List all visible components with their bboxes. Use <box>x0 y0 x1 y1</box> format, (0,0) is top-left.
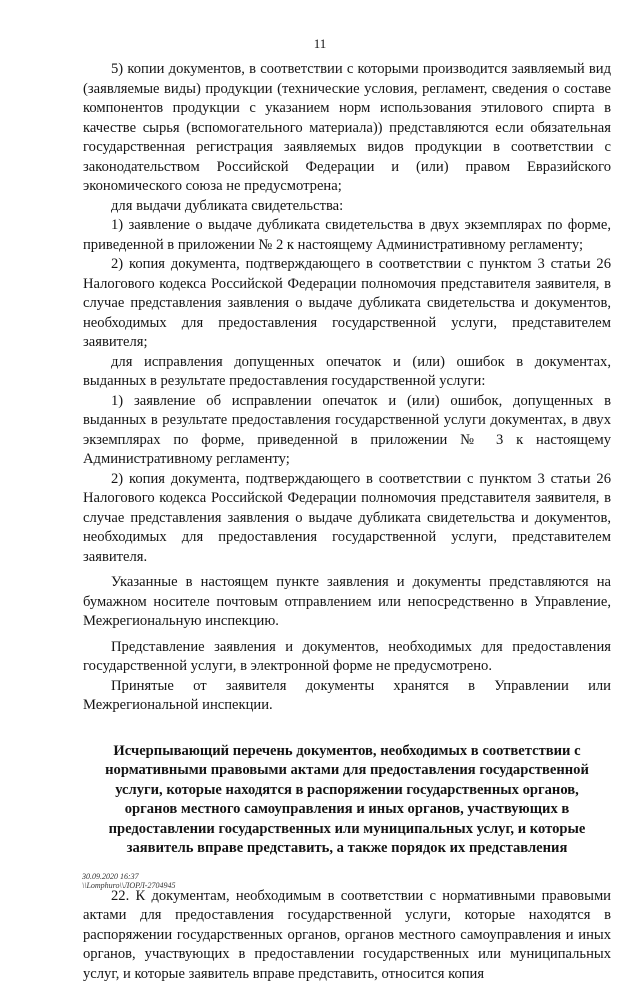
paragraph-item-5: 5) копии документов, в соответствии с которыми производится заявляемый вид (заявляемые виды) продукции (технические условия, регламент, сведения о составе компонентов продукции с указанием норм использования этилового спирта в качестве сырья (вспомогательного материала)) представляются если обязательная государственная регистрация заявляемых видов продукции в соответствии с законодательством Российской Федерации и (или) правом Евразийского экономического союза не предусмотрена; <box>83 60 611 197</box>
paragraph-correction-intro: для исправления допущенных опечаток и (или) ошибок в документах, выданных в результате предоставления государственной услуги: <box>83 353 611 392</box>
paragraph-correction-1: 1) заявление об исправлении опечаток и (или) ошибок, допущенных в выданных в результате предоставления государственной услуги документах, в двух экземплярах по форме, приведенной в приложении № 3 к настоящему Административному регламенту; <box>83 392 611 470</box>
paragraph-electronic: Представление заявления и документов, необходимых для предоставления государственной услуги, в электронной форме не предусмотрено. <box>83 638 611 677</box>
document-body <box>83 60 611 984</box>
paragraph-duplicate-1: 1) заявление о выдаче дубликата свидетельства в двух экземплярах по форме, приведенной в приложении № 2 к настоящему Административному регламенту; <box>83 216 611 255</box>
page-number: 11 <box>0 36 640 52</box>
paragraph-duplicate-2: 2) копия документа, подтверждающего в соответствии с пунктом 3 статьи 26 Налогового кодекса Российской Федерации полномочия представителя заявителя, в случае представления заявления о выдаче дубликата свидетельства и документов, необходимых для предоставления государственной услуги, представителем заявителя; <box>83 255 611 353</box>
footer-date: 30.09.2020 16:37 <box>82 872 175 881</box>
footer-code: \\Lomphuro\\ЛОРЛ-2704945 <box>82 881 175 890</box>
paragraph-submission: Указанные в настоящем пункте заявления и документы представляются на бумажном носителе почтовым отправлением или непосредственно в Управление, Межрегиональную инспекцию. <box>83 573 611 632</box>
paragraph-storage: Принятые от заявителя документы хранятся в Управлении или Межрегиональной инспекции. <box>83 677 611 716</box>
document-footer <box>82 872 175 890</box>
paragraph-22: 22. К документам, необходимым в соответствии с нормативными правовыми актами для предоставления государственной услуги, которые находятся в распоряжении государственных органов, органов местного самоуправления и иных органов, участвующих в предоставлении государственных или муниципальных услуг, и которые заявитель вправе представить, относится копия <box>83 887 611 984</box>
section-heading: Исчерпывающий перечень документов, необходимых в соответствии с нормативными правовыми актами для предоставления государственной услуги, которые находятся в распоряжении государственных органов, органов местного самоуправления и иных органов, участвующих в предоставлении государственных или муниципальных услуг, и которые заявитель вправе представить, а также порядок их представления <box>83 742 611 859</box>
paragraph-correction-2: 2) копия документа, подтверждающего в соответствии с пунктом 3 статьи 26 Налогового кодекса Российской Федерации полномочия представителя заявителя, в случае представления заявления о выдаче дубликата свидетельства и документов, необходимых для предоставления государственной услуги, представителем заявителя. <box>83 470 611 568</box>
paragraph-duplicate-intro: для выдачи дубликата свидетельства: <box>83 197 611 217</box>
